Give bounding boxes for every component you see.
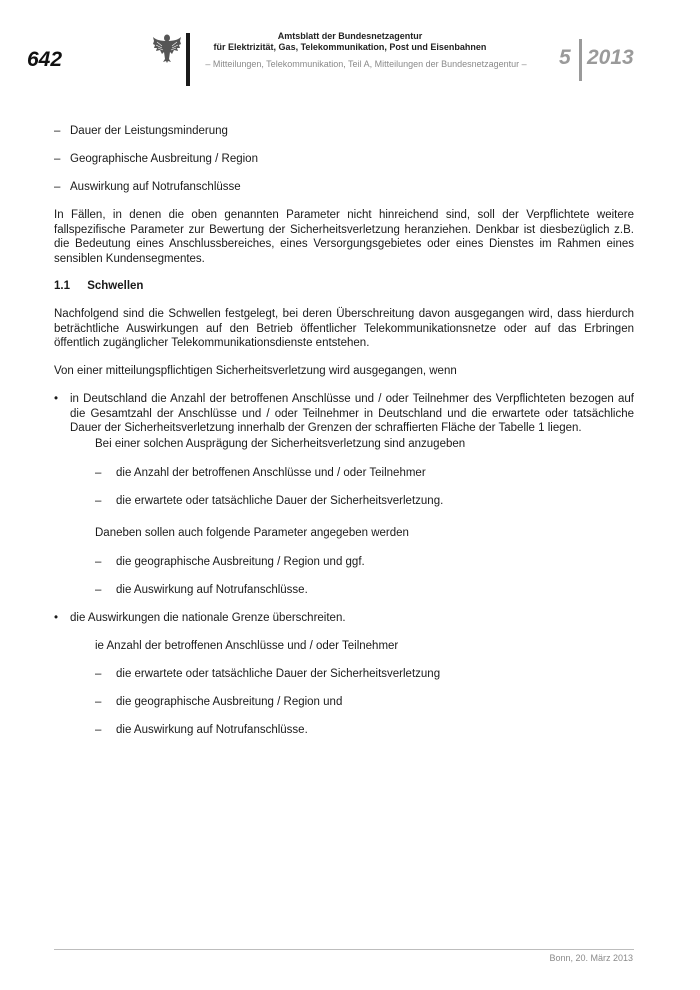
paragraph-parameters: In Fällen, in denen die oben genannten Parameter nicht hinreichend sind, soll der Verpflichtete weitere fallspezifische Parameter zur Bewertung der Sicherheitsverletzung heranziehen. Denkbar ist diesbezüglich z.B. die Bedeutung eines Anschlussbereiches, eines Versorgungsgebietes oder eines Dienstes im Rahmen eines sensiblen Kundensegmentes. bbox=[54, 209, 634, 265]
header-divider bbox=[186, 33, 190, 86]
paragraph-condition: Von einer mitteilungspflichtigen Sicherheitsverletzung wird ausgegangen, wenn bbox=[54, 365, 457, 377]
sub-intro: Bei einer solchen Ausprägung der Sicherheitsverletzung sind anzugeben bbox=[95, 438, 466, 450]
dash-marker: – bbox=[54, 125, 61, 137]
issue-divider bbox=[579, 39, 582, 81]
dash-marker: – bbox=[54, 181, 61, 193]
sub-list-text: die erwartete oder tatsächliche Dauer der Sicherheitsverletzung. bbox=[116, 495, 444, 507]
dash-marker: – bbox=[95, 495, 102, 507]
bullet-text: die Auswirkungen die nationale Grenze überschreiten. bbox=[70, 612, 346, 624]
dash-marker: – bbox=[95, 467, 102, 479]
dash-marker: – bbox=[95, 584, 102, 596]
dash-marker: – bbox=[95, 556, 102, 568]
sub-intro: ie Anzahl der betroffenen Anschlüsse und / oder Teilnehmer bbox=[95, 640, 399, 652]
issue-number: 5 bbox=[559, 46, 571, 69]
sub-list-text: die erwartete oder tatsächliche Dauer der Sicherheitsverletzung bbox=[116, 668, 441, 680]
sub-list-text: die geographische Ausbreitung / Region und ggf. bbox=[116, 556, 365, 568]
publication-title-line2: für Elektrizität, Gas, Telekommunikation, Post und Eisenbahnen bbox=[213, 42, 487, 52]
sub-list-text: die geographische Ausbreitung / Region und bbox=[116, 696, 343, 708]
footer-divider bbox=[54, 949, 634, 950]
publication-subtitle: – Mitteilungen, Telekommunikation, Teil A, Mitteilungen der Bundesnetzagentur – bbox=[205, 59, 527, 69]
sub-list-text: die Auswirkung auf Notrufanschlüsse. bbox=[116, 584, 308, 596]
top-list-text: Auswirkung auf Notrufanschlüsse bbox=[70, 181, 241, 193]
eagle-emblem-icon bbox=[152, 32, 182, 64]
bullet-marker: • bbox=[54, 393, 59, 405]
footer-place-date: Bonn, 20. März 2013 bbox=[549, 953, 633, 963]
sub-list-text: die Auswirkung auf Notrufanschlüsse. bbox=[116, 724, 308, 736]
page-number: 642 bbox=[27, 48, 63, 71]
publication-title-line1: Amtsblatt der Bundesnetzagentur bbox=[277, 31, 423, 41]
sub-list-text: die Anzahl der betroffenen Anschlüsse und / oder Teilnehmer bbox=[116, 467, 426, 479]
paragraph-thresholds: Nachfolgend sind die Schwellen festgelegt, bei deren Überschreitung davon ausgegangen wird, dass hierdurch beträchtliche Auswirkungen auf den Betrieb öffentlicher Telekommunikationsnetze oder auf das Erbringen öffentlich zugänglicher Telekommunikationsdienste entstehen. bbox=[54, 308, 634, 349]
top-list-text: Dauer der Leistungsminderung bbox=[70, 125, 228, 137]
bullet-marker: • bbox=[54, 612, 59, 624]
sub-intro: Daneben sollen auch folgende Parameter angegeben werden bbox=[95, 527, 409, 539]
section-number: 1.1 bbox=[54, 280, 70, 292]
dash-marker: – bbox=[95, 696, 102, 708]
dash-marker: – bbox=[95, 724, 102, 736]
dash-marker: – bbox=[54, 153, 61, 165]
bullet-text: in Deutschland die Anzahl der betroffenen Anschlüsse und / oder Teilnehmer des Verpflichteten bezogen auf die Gesamtzahl der Anschlüsse und / oder Teilnehmer in Deutschland und die erwartete oder tatsächliche Dauer der Sicherheitsverletzung innerhalb der Grenzen der schraffierten Fläche der Tabelle 1 liegen. bbox=[70, 393, 634, 434]
dash-marker: – bbox=[95, 668, 102, 680]
section-title: Schwellen bbox=[87, 280, 144, 292]
section-heading bbox=[54, 279, 143, 294]
publication-title bbox=[200, 31, 500, 53]
top-list-text: Geographische Ausbreitung / Region bbox=[70, 153, 258, 165]
issue-year: 2013 bbox=[587, 46, 634, 69]
